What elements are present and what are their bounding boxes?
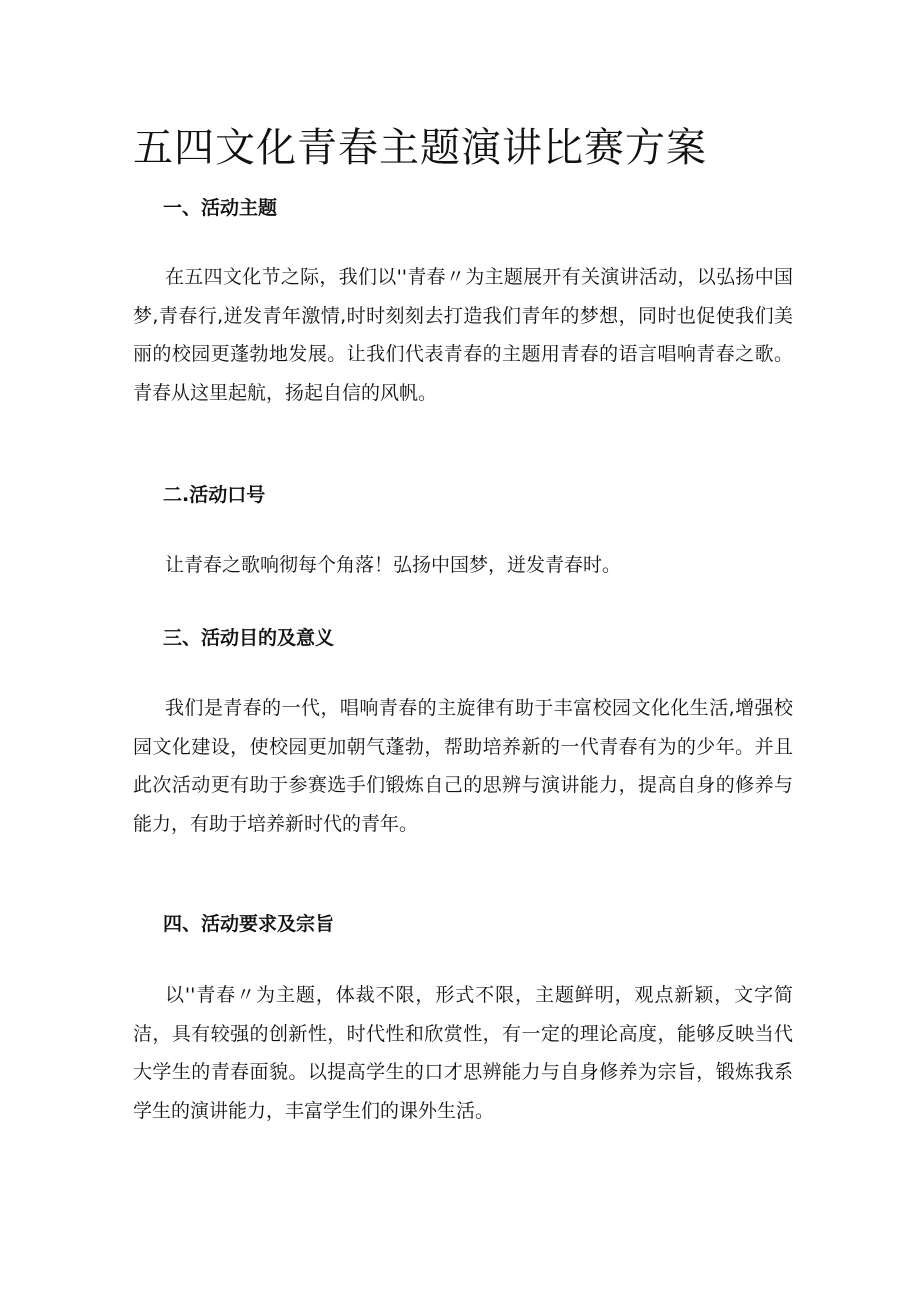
section-heading-purpose: 三、活动目的及意义 (163, 627, 335, 649)
section-body-slogan: 让青春之歌响彻每个角落！弘扬中国梦，迸发青春时。 (165, 554, 622, 576)
section-body-purpose: 我们是青春的一代，唱响青春的主旋律有助于丰富校园文化化生活,增强校园文化建设，使校园更加朝气蓬勃，帮助培养新的一代青春有为的少年。并且此次活动更有助于参赛选手们锻炼自己的思辨与演讲能力，提高自身的修养与能力，有助于培养新时代的青年。 (133, 697, 793, 835)
document-title: 五四文化青春主题演讲比赛方案 (133, 125, 707, 171)
section-heading-theme: 一、活动主题 (163, 197, 278, 219)
section-heading-slogan: 二.活动口号 (163, 484, 266, 506)
section-heading-requirements: 四、活动要求及宗旨 (163, 913, 335, 935)
section-body-requirements: 以''青春〃为主题，体裁不限，形式不限，主题鲜明，观点新颖，文字简洁，具有较强的创新性，时代性和欣赏性，有一定的理论高度，能够反映当代大学生的青春面貌。以提高学生的口才思辨能力与自身修养为宗旨，锻炼我系学生的演讲能力，丰富学生们的课外生活。 (133, 984, 793, 1122)
section-body-theme: 在五四文化节之际，我们以''青春〃为主题展开有关演讲活动，以弘扬中国梦,青春行,迸发青年激情,时时刻刻去打造我们青年的梦想，同时也促使我们美丽的校园更蓬勃地发展。让我们代表青春的主题用青春的语言唱响青春之歌。青春从这里起航，扬起自信的风帆。 (133, 266, 793, 404)
